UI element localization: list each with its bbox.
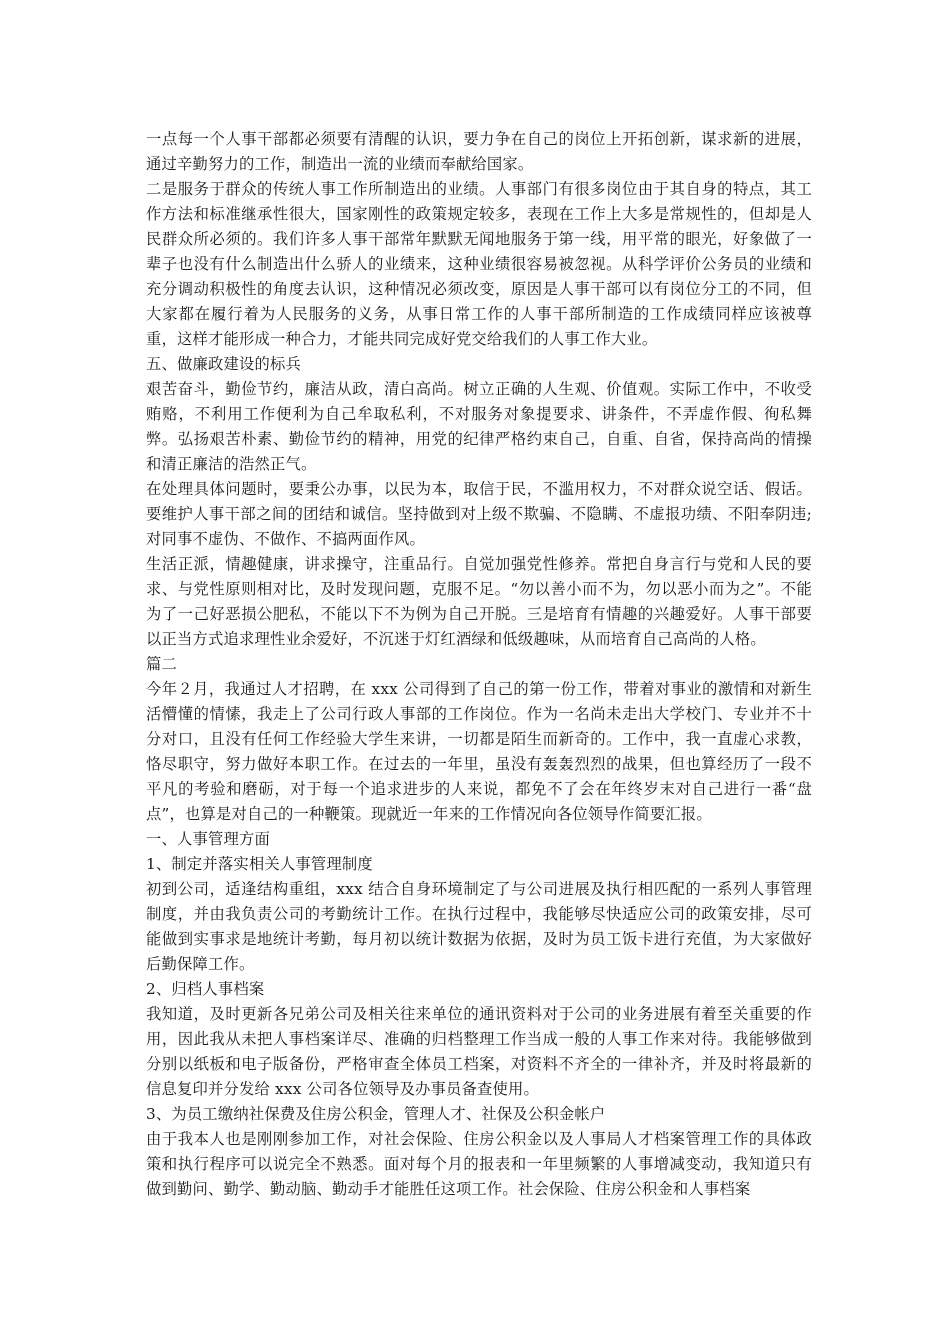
subsection-heading: 1、制定并落实相关人事管理制度 bbox=[146, 855, 373, 873]
paragraph: 二是服务于群众的传统人事工作所制造出的业绩。人事部门有很多岗位由于其自身的特点，其工作方法和标准继承性很大，国家刚性的政策规定较多，表现在工作上大多是常规性的，但却是人民群众所必须的。我们许多人事干部常年默默无闻地服务于第一线，用平常的眼光，好象做了一辈子也没有什么制造出什么骄人的业绩来，这种业绩很容易被忽视。从科学评价公务员的业绩和充分调动积极性的角度去认识，这种情况必须改变，原因是人事干部可以有岗位分工的不同，但大家都在履行着为人民服务的义务，从事日常工作的人事干部所制造的工作成绩同样应该被尊重，这样才能形成一种合力，才能共同完成好党交给我们的人事工作大业。 bbox=[146, 180, 812, 348]
paragraph: 一点每一个人事干部都必须要有清醒的认识，要力争在自己的岗位上开拓创新，谋求新的进展，通过辛勤努力的工作，制造出一流的业绩而奉献给国家。 bbox=[146, 130, 812, 173]
section-heading: 篇二 bbox=[146, 655, 177, 673]
paragraph: 我知道，及时更新各兄弟公司及相关往来单位的通讯资料对于公司的业务进展有着至关重要的作用，因此我从未把人事档案详尽、准确的归档整理工作当成一般的人事工作来对待。我能够做到分别以纸板和电子版备份，严格审查全体员工档案，对资料不齐全的一律补齐，并及时将最新的信息复印并分发给 xxx 公司各位领导及办事员备查使用。 bbox=[146, 1005, 812, 1098]
subsection-heading: 2、归档人事档案 bbox=[146, 980, 265, 998]
subsection-heading: 3、为员工缴纳社保费及住房公积金，管理人才、社保及公积金帐户 bbox=[146, 1105, 606, 1123]
paragraph: 今年２月，我通过人才招聘，在 xxx 公司得到了自己的第一份工作，带着对事业的激情和对新生活懵懂的情愫，我走上了公司行政人事部的工作岗位。作为一名尚未走出大学校门、专业并不十分对口，且没有任何工作经验大学生来讲，一切都是陌生而新奇的。工作中，我一直虚心求教，恪尽职守，努力做好本职工作。在过去的一年里，虽没有轰轰烈烈的战果，但也算经历了一段不平凡的考验和磨砺，对于每一个追求进步的人来说，都免不了会在年终岁末对自己进行一番“盘点”，也算是对自己的一种鞭策。现就近一年来的工作情况向各位领导作简要汇报。 bbox=[146, 680, 812, 823]
paragraph: 在处理具体问题时，要秉公办事，以民为本，取信于民，不滥用权力，不对群众说空话、假话。要维护人事干部之间的团结和诚信。坚持做到对上级不欺骗、不隐瞒、不虚报功绩、不阳奉阴违;对同事不虚伪、不做作、不搞两面作风。 bbox=[146, 480, 812, 548]
document-body bbox=[146, 127, 812, 1202]
paragraph: 生活正派，情趣健康，讲求操守，注重品行。自觉加强党性修养。常把自身言行与党和人民的要求、与党性原则相对比，及时发现问题，克服不足。“勿以善小而不为，勿以恶小而为之”。不能为了一己好恶损公肥私，不能以下不为例为自己开脱。三是培育有情趣的兴趣爱好。人事干部要以正当方式追求理性业余爱好，不沉迷于灯红酒绿和低级趣味，从而培育自己高尚的人格。 bbox=[146, 555, 812, 648]
paragraph: 初到公司，适逢结构重组，xxx 结合自身环境制定了与公司进展及执行相匹配的一系列人事管理制度，并由我负责公司的考勤统计工作。在执行过程中，我能够尽快适应公司的政策安排，尽可能做到实事求是地统计考勤，每月初以统计数据为依据，及时为员工饭卡进行充值，为大家做好后勤保障工作。 bbox=[146, 880, 812, 973]
section-heading: 五、做廉政建设的标兵 bbox=[146, 355, 301, 373]
section-heading: 一、人事管理方面 bbox=[146, 830, 270, 848]
paragraph: 由于我本人也是刚刚参加工作，对社会保险、住房公积金以及人事局人才档案管理工作的具体政策和执行程序可以说完全不熟悉。面对每个月的报表和一年里频繁的人事增减变动，我知道只有做到勤问、勤学、勤动脑、勤动手才能胜任这项工作。社会保险、住房公积金和人事档案 bbox=[146, 1130, 812, 1198]
paragraph: 艰苦奋斗，勤俭节约，廉洁从政，清白高尚。树立正确的人生观、价值观。实际工作中，不收受贿赂，不利用工作便利为自己牟取私利，不对服务对象提要求、讲条件，不弄虚作假、徇私舞弊。弘扬艰苦朴素、勤俭节约的精神，用党的纪律严格约束自己，自重、自省，保持高尚的情操和清正廉洁的浩然正气。 bbox=[146, 380, 812, 473]
